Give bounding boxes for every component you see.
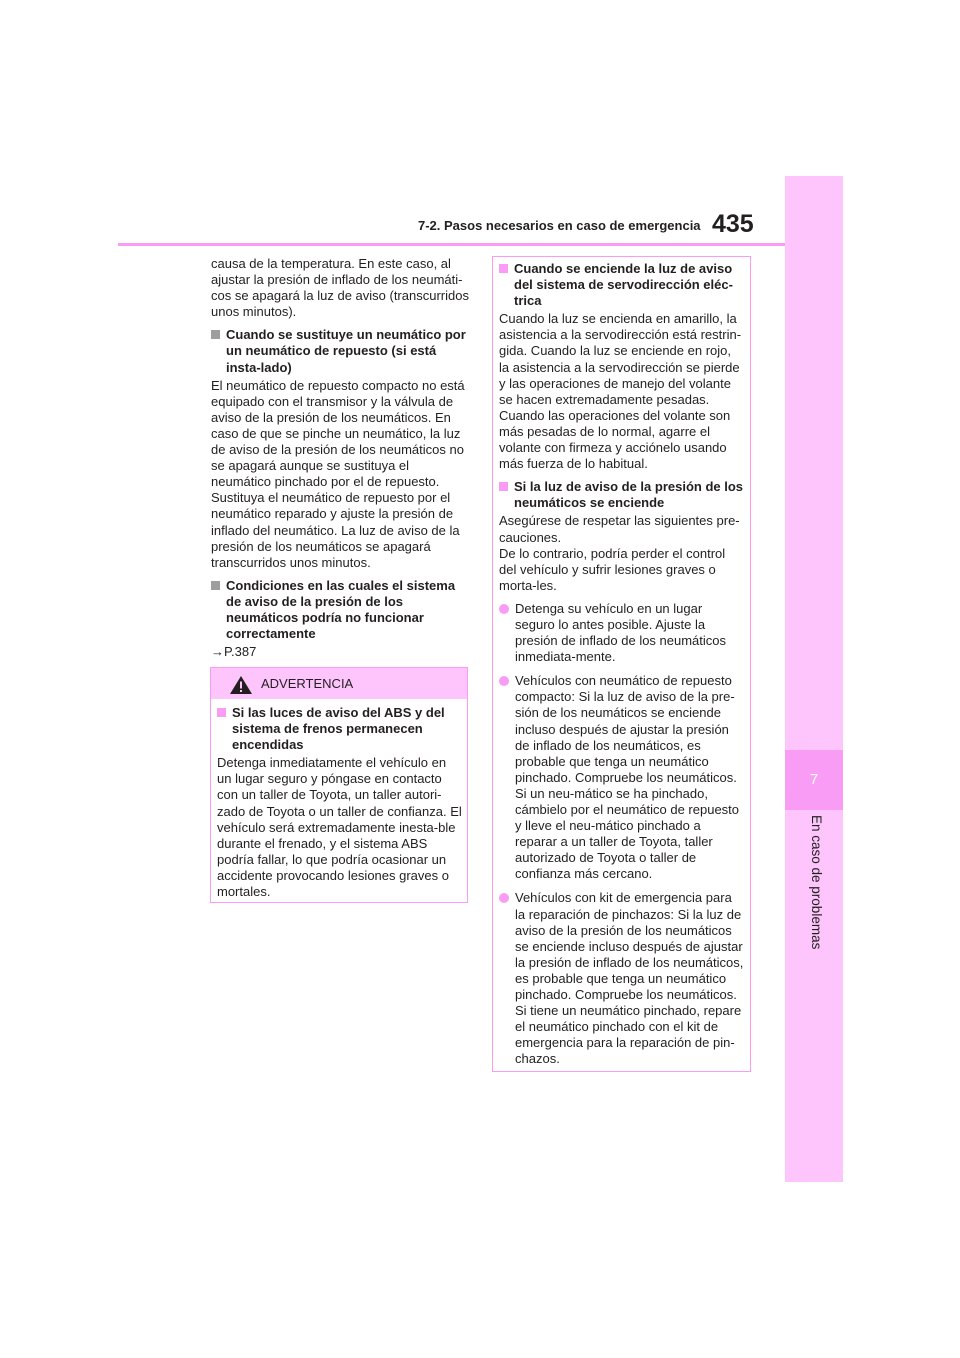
- warning-box: [210, 667, 468, 903]
- steering-heading-text: Cuando se enciende la luz de aviso del sistema de servodirección eléc-trica: [514, 261, 733, 309]
- tire-warning-paragraph: Asegúrese de respetar las siguientes pre-cauciones.: [499, 513, 740, 545]
- spare-tire-paragraph: El neumático de repuesto compacto no está equipado con el transmisor y la válvula de aviso de la presión de los neumáticos. En caso de que se pinche un neumático, la luz de aviso de la presión de los neumáticos no se apagará aunque se sustituya el neumático pinchado por el de repuesto. Sustituya el neumático de repuesto por el neumático reparado y ajuste la presión de inflado del neumático. La luz de aviso de la presión de los neumáticos se apagará transcurridos unos minutos.: [211, 377, 465, 570]
- list-item-text: Vehículos con neumático de repuesto compacto: Si la luz de aviso de la pre-sión de los neumáticos se enciende incluso después de ajustar la presión de inflado de los neumáticos, es probable que tenga un neumático pinchado. Compruebe los neumáticos. Si un neu-mático se ha pinchado, cámbielo por el neumático de repuesto y lleve el neu-mático pinchado a reparar a un taller de Toyota, taller autorizado de Toyota o taller de confianza más cercano.: [515, 673, 740, 882]
- square-bullet-icon: [499, 482, 508, 491]
- left-column: [211, 256, 469, 667]
- page-number: 435: [712, 210, 754, 238]
- square-bullet-icon: [211, 330, 220, 339]
- steering-paragraph-2: Cuando las operaciones del volante son más pesadas de lo normal, agarre el volante con firmeza y acciónelo usando más fuerza de lo habitual.: [499, 407, 731, 472]
- round-bullet-icon: [499, 676, 509, 686]
- steering-paragraph: [499, 311, 744, 408]
- intro-paragraph: causa de la temperatura. En este caso, al ajustar la presión de inflado de los neumáti-cos se apagará la luz de aviso (transcurridos unos minutos).: [211, 256, 469, 320]
- info-body: [493, 257, 750, 1068]
- chapter-label: En caso de problemas: [809, 815, 824, 950]
- tire-warning-heading-text: Si la luz de aviso de la presión de los neumáticos se enciende: [514, 479, 744, 511]
- tire-warning-heading: [499, 479, 744, 511]
- header-divider: [118, 243, 785, 246]
- warning-title: ADVERTENCIA: [261, 676, 354, 691]
- warning-heading-text: Si las luces de aviso del ABS y del sistema de frenos permanecen encendidas: [232, 705, 445, 753]
- info-box: [492, 256, 751, 1072]
- conditions-heading: [211, 578, 469, 642]
- list-item: [499, 601, 744, 665]
- warning-body: [211, 699, 467, 900]
- spare-tire-heading: [211, 327, 469, 375]
- list-item-text: Vehículos con kit de emergencia para la reparación de pinchazos: Si la luz de aviso de la presión de los neumáticos se enciende incluso después de ajustar la presión de inflado de los neumáticos, es probable que tenga un neumático pinchado. Compruebe los neumáticos. Si tiene un neumático pinchado, repare el neumático pinchado con el kit de emergencia para la reparación de pin-chazos.: [515, 890, 744, 1067]
- square-bullet-icon: [499, 264, 508, 273]
- conditions-heading-text: Condiciones en las cuales el sistema de aviso de la presión de los neumáticos podría no funcionar correctamente: [226, 577, 456, 642]
- warning-triangle-icon: [229, 675, 253, 695]
- square-bullet-icon: [217, 708, 226, 717]
- round-bullet-icon: [499, 604, 509, 614]
- round-bullet-icon: [499, 893, 509, 903]
- square-bullet-icon: [211, 581, 220, 590]
- tire-warning-paragraph-2: De lo contrario, podría perder el control del vehículo y sufrir lesiones graves o morta-les.: [499, 545, 726, 593]
- page-reference-link[interactable]: →P.387: [211, 644, 257, 660]
- warning-paragraph: Detenga inmediatamente el vehículo en un lugar seguro y póngase en contacto con un taller de Toyota, un taller autori-zado de Toyota o un taller de confianza. El vehículo será extremadamente inesta-ble durante el frenado, y el sistema ABS podría fallar, lo que podría ocasionar un accidente provocando lesiones graves o mortales.: [217, 755, 462, 900]
- warning-heading: [217, 705, 463, 753]
- chapter-number: 7: [809, 771, 819, 788]
- steering-heading: [499, 261, 744, 309]
- side-tab: [785, 176, 843, 1182]
- list-item: [499, 890, 744, 1067]
- list-item: [499, 673, 744, 882]
- list-item-text: Detenga su vehículo en un lugar seguro lo antes posible. Ajuste la presión de inflado de los neumáticos inmediata-mente.: [515, 600, 727, 665]
- section-title: 7-2. Pasos necesarios en caso de emergencia: [418, 218, 701, 233]
- spare-tire-heading-text: Cuando se sustituye un neumático por un neumático de repuesto (si está insta-lado): [226, 327, 466, 375]
- steering-text-1: Cuando la luz se encienda en amarillo, la asistencia a la servodirección está restrin-gida. Cuando la luz se enciende en rojo, la asistencia a la servodirección se pierde y las operaciones de manejo del volante se hacen extremadamente pesadas.: [499, 311, 742, 407]
- warning-header: [211, 668, 467, 699]
- chapter-number-tab[interactable]: [785, 750, 843, 810]
